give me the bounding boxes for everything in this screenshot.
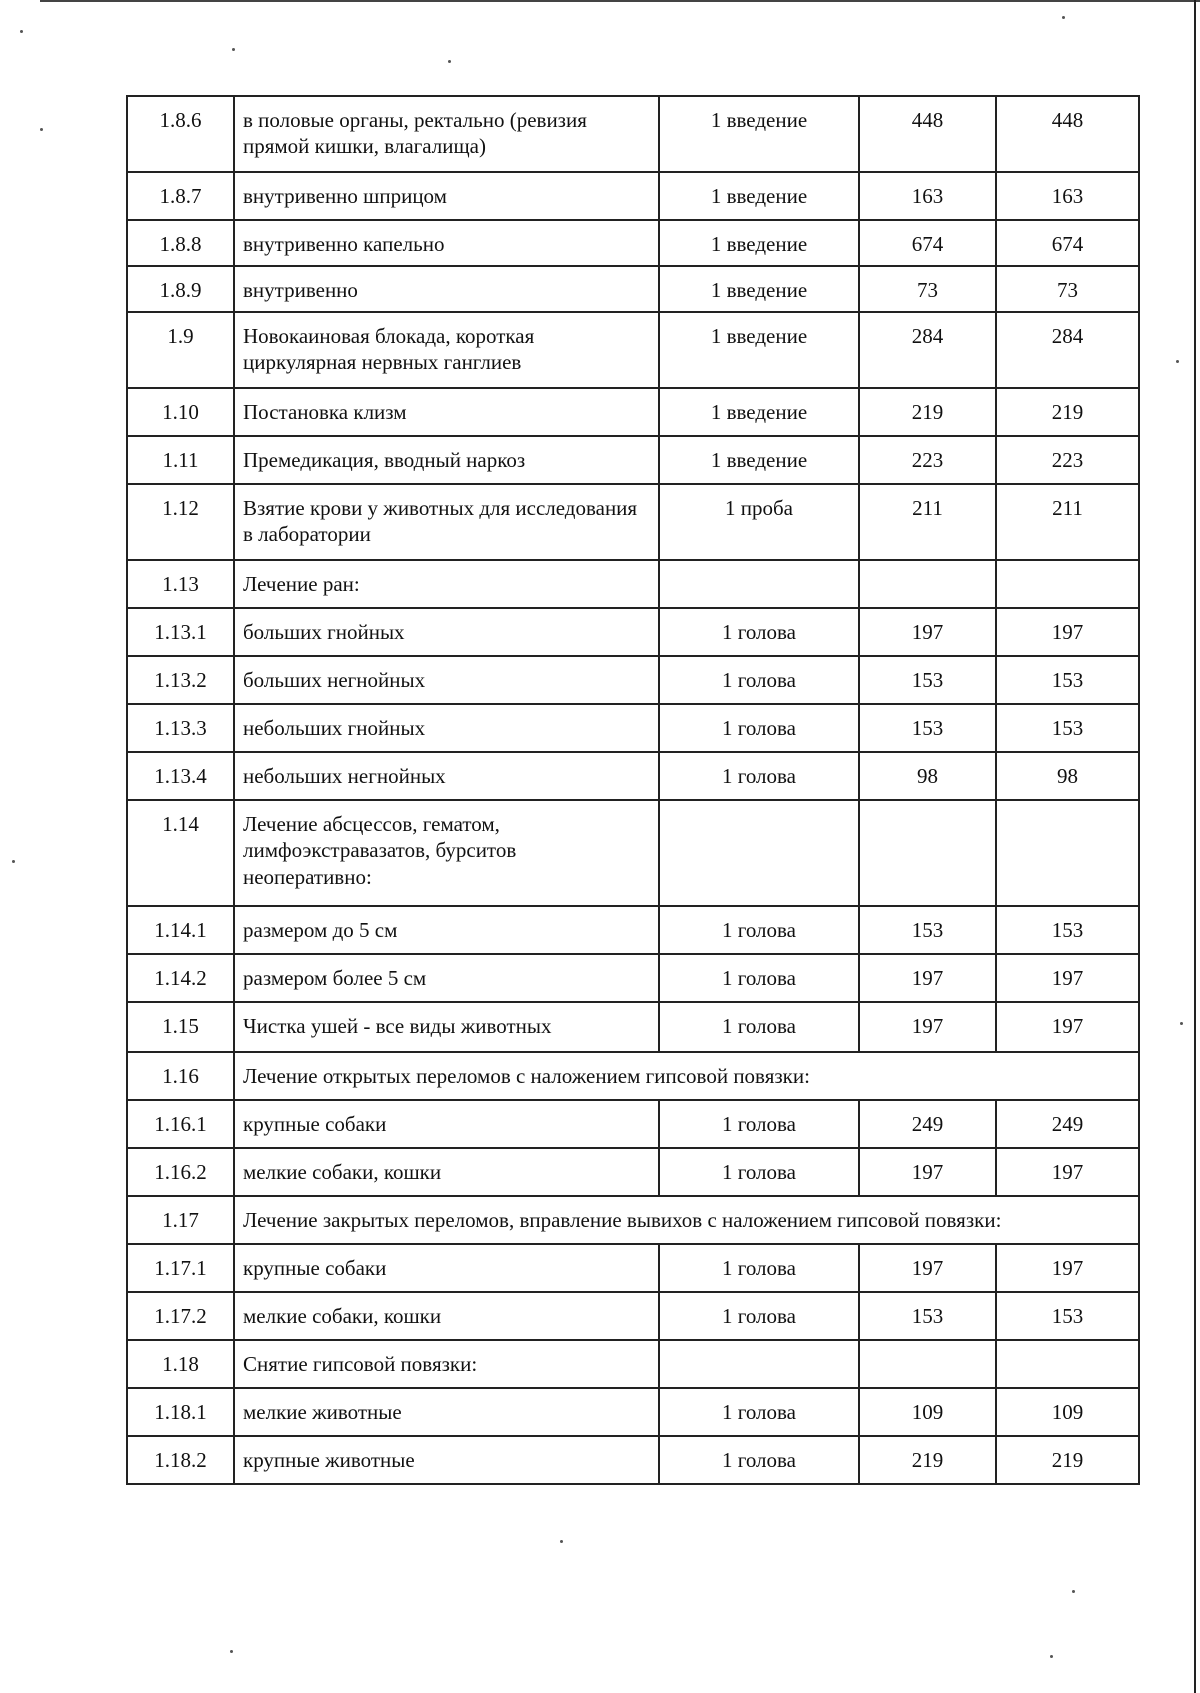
row-price-cell: 219 xyxy=(996,1436,1139,1484)
scan-speck xyxy=(1176,360,1179,363)
row-price-cell: 153 xyxy=(859,656,996,704)
row-number-cell: 1.9 xyxy=(127,312,234,388)
row-unit-cell: 1 голова xyxy=(659,752,859,800)
table-row xyxy=(127,312,1139,388)
table-row xyxy=(127,1148,1139,1196)
scan-speck xyxy=(1072,1590,1075,1593)
row-unit-cell: 1 голова xyxy=(659,1100,859,1148)
row-name-cell: Снятие гипсовой повязки: xyxy=(234,1340,659,1388)
row-name-cell: больших негнойных xyxy=(234,656,659,704)
row-number-cell: 1.13.4 xyxy=(127,752,234,800)
row-price-cell: 197 xyxy=(996,1148,1139,1196)
row-price-cell: 249 xyxy=(996,1100,1139,1148)
row-name-cell: крупные собаки xyxy=(234,1100,659,1148)
row-number-cell: 1.8.9 xyxy=(127,266,234,312)
row-price-cell: 223 xyxy=(996,436,1139,484)
row-unit-cell: 1 голова xyxy=(659,906,859,954)
table-row xyxy=(127,906,1139,954)
row-name-cell: Постановка клизм xyxy=(234,388,659,436)
row-price-cell: 153 xyxy=(859,1292,996,1340)
row-price-cell: 109 xyxy=(859,1388,996,1436)
row-price-cell: 249 xyxy=(859,1100,996,1148)
row-name-cell: Премедикация, вводный наркоз xyxy=(234,436,659,484)
row-number-cell: 1.16 xyxy=(127,1052,234,1100)
table-row xyxy=(127,1388,1139,1436)
row-name-cell: крупные собаки xyxy=(234,1244,659,1292)
row-number-cell: 1.14.2 xyxy=(127,954,234,1002)
row-unit-cell: 1 голова xyxy=(659,1148,859,1196)
row-price-cell: 284 xyxy=(996,312,1139,388)
scan-speck xyxy=(20,30,23,33)
row-unit-cell: 1 голова xyxy=(659,1002,859,1052)
row-price-cell: 674 xyxy=(859,220,996,266)
row-name-cell: мелкие собаки, кошки xyxy=(234,1292,659,1340)
row-name-cell: Лечение абсцессов, гематом, лимфоэкстравазатов, бурситов неоперативно: xyxy=(234,800,659,906)
row-number-cell: 1.18.2 xyxy=(127,1436,234,1484)
row-price-cell xyxy=(859,1340,996,1388)
row-unit-cell xyxy=(659,800,859,906)
table-row xyxy=(127,1052,1139,1100)
row-price-cell: 109 xyxy=(996,1388,1139,1436)
table-row xyxy=(127,800,1139,906)
table-row xyxy=(127,1292,1139,1340)
row-price-cell xyxy=(996,1340,1139,1388)
table-row xyxy=(127,1100,1139,1148)
row-unit-cell: 1 голова xyxy=(659,608,859,656)
row-name-cell: Чистка ушей - все виды животных xyxy=(234,1002,659,1052)
row-unit-cell xyxy=(659,560,859,608)
row-price-cell: 153 xyxy=(996,906,1139,954)
row-number-cell: 1.15 xyxy=(127,1002,234,1052)
row-unit-cell: 1 проба xyxy=(659,484,859,560)
row-name-cell: внутривенно xyxy=(234,266,659,312)
row-name-cell: Лечение закрытых переломов, вправление вывихов с наложением гипсовой повязки: xyxy=(234,1196,1139,1244)
row-price-cell: 219 xyxy=(859,388,996,436)
scan-edge-right xyxy=(1194,0,1196,1693)
row-name-cell: небольших гнойных xyxy=(234,704,659,752)
row-price-cell: 197 xyxy=(996,1244,1139,1292)
scan-speck xyxy=(40,128,43,131)
row-number-cell: 1.14.1 xyxy=(127,906,234,954)
scan-speck xyxy=(1050,1655,1053,1658)
row-unit-cell: 1 введение xyxy=(659,266,859,312)
scan-edge-top xyxy=(40,0,1200,2)
row-name-cell: размером более 5 см xyxy=(234,954,659,1002)
row-price-cell: 197 xyxy=(859,1148,996,1196)
row-price-cell: 448 xyxy=(859,96,996,172)
row-name-cell: крупные животные xyxy=(234,1436,659,1484)
table-row xyxy=(127,608,1139,656)
row-price-cell: 98 xyxy=(996,752,1139,800)
price-table xyxy=(126,95,1140,1485)
row-price-cell: 219 xyxy=(859,1436,996,1484)
row-price-cell: 153 xyxy=(996,656,1139,704)
table-row xyxy=(127,436,1139,484)
row-price-cell: 153 xyxy=(996,704,1139,752)
row-price-cell xyxy=(859,800,996,906)
row-number-cell: 1.13.3 xyxy=(127,704,234,752)
row-number-cell: 1.8.8 xyxy=(127,220,234,266)
row-price-cell: 197 xyxy=(859,954,996,1002)
table-row xyxy=(127,954,1139,1002)
scan-speck xyxy=(1180,1022,1183,1025)
row-number-cell: 1.13.1 xyxy=(127,608,234,656)
row-price-cell: 197 xyxy=(859,1244,996,1292)
table-row xyxy=(127,172,1139,220)
row-price-cell: 153 xyxy=(996,1292,1139,1340)
row-price-cell: 197 xyxy=(859,1002,996,1052)
row-unit-cell: 1 голова xyxy=(659,704,859,752)
row-number-cell: 1.12 xyxy=(127,484,234,560)
row-number-cell: 1.18.1 xyxy=(127,1388,234,1436)
row-price-cell: 284 xyxy=(859,312,996,388)
row-price-cell: 197 xyxy=(859,608,996,656)
table-row xyxy=(127,388,1139,436)
row-unit-cell: 1 голова xyxy=(659,656,859,704)
row-price-cell: 197 xyxy=(996,1002,1139,1052)
row-name-cell: в половые органы, ректально (ревизия прямой кишки, влагалища) xyxy=(234,96,659,172)
row-name-cell: Лечение ран: xyxy=(234,560,659,608)
row-name-cell: размером до 5 см xyxy=(234,906,659,954)
row-price-cell: 163 xyxy=(996,172,1139,220)
table-row xyxy=(127,656,1139,704)
row-name-cell: мелкие собаки, кошки xyxy=(234,1148,659,1196)
table-row xyxy=(127,220,1139,266)
row-unit-cell xyxy=(659,1340,859,1388)
row-unit-cell: 1 голова xyxy=(659,1244,859,1292)
row-price-cell: 197 xyxy=(996,954,1139,1002)
row-name-cell: Новокаиновая блокада, короткая циркулярная нервных ганглиев xyxy=(234,312,659,388)
row-unit-cell: 1 голова xyxy=(659,1388,859,1436)
row-price-cell: 153 xyxy=(859,906,996,954)
row-unit-cell: 1 введение xyxy=(659,220,859,266)
row-price-cell: 211 xyxy=(859,484,996,560)
row-number-cell: 1.11 xyxy=(127,436,234,484)
table-row xyxy=(127,560,1139,608)
row-number-cell: 1.8.6 xyxy=(127,96,234,172)
row-price-cell: 223 xyxy=(859,436,996,484)
row-name-cell: Лечение открытых переломов с наложением гипсовой повязки: xyxy=(234,1052,1139,1100)
row-price-cell: 163 xyxy=(859,172,996,220)
table-row xyxy=(127,1002,1139,1052)
row-unit-cell: 1 введение xyxy=(659,436,859,484)
row-unit-cell: 1 голова xyxy=(659,954,859,1002)
row-number-cell: 1.16.1 xyxy=(127,1100,234,1148)
row-unit-cell: 1 голова xyxy=(659,1292,859,1340)
row-price-cell: 98 xyxy=(859,752,996,800)
price-table-body xyxy=(127,96,1139,1484)
row-number-cell: 1.17.2 xyxy=(127,1292,234,1340)
scan-speck xyxy=(12,860,15,863)
row-unit-cell: 1 голова xyxy=(659,1436,859,1484)
row-price-cell: 153 xyxy=(859,704,996,752)
table-row xyxy=(127,266,1139,312)
row-price-cell: 73 xyxy=(996,266,1139,312)
row-price-cell: 448 xyxy=(996,96,1139,172)
row-price-cell xyxy=(859,560,996,608)
row-name-cell: мелкие животные xyxy=(234,1388,659,1436)
table-row xyxy=(127,1244,1139,1292)
row-name-cell: больших гнойных xyxy=(234,608,659,656)
table-row xyxy=(127,704,1139,752)
row-unit-cell: 1 введение xyxy=(659,312,859,388)
row-name-cell: внутривенно капельно xyxy=(234,220,659,266)
row-number-cell: 1.13.2 xyxy=(127,656,234,704)
row-price-cell: 211 xyxy=(996,484,1139,560)
row-price-cell xyxy=(996,800,1139,906)
scan-speck xyxy=(232,48,235,51)
row-name-cell: внутривенно шприцом xyxy=(234,172,659,220)
row-price-cell: 197 xyxy=(996,608,1139,656)
scan-speck xyxy=(448,60,451,63)
row-price-cell: 73 xyxy=(859,266,996,312)
row-number-cell: 1.8.7 xyxy=(127,172,234,220)
row-number-cell: 1.17.1 xyxy=(127,1244,234,1292)
row-unit-cell: 1 введение xyxy=(659,172,859,220)
table-row xyxy=(127,1436,1139,1484)
table-row xyxy=(127,96,1139,172)
row-number-cell: 1.14 xyxy=(127,800,234,906)
row-number-cell: 1.18 xyxy=(127,1340,234,1388)
table-row xyxy=(127,484,1139,560)
row-unit-cell: 1 введение xyxy=(659,388,859,436)
row-name-cell: Взятие крови у животных для исследования в лаборатории xyxy=(234,484,659,560)
scan-speck xyxy=(230,1650,233,1653)
row-unit-cell: 1 введение xyxy=(659,96,859,172)
table-row xyxy=(127,752,1139,800)
row-number-cell: 1.10 xyxy=(127,388,234,436)
scan-speck xyxy=(1062,16,1065,19)
row-price-cell xyxy=(996,560,1139,608)
row-name-cell: небольших негнойных xyxy=(234,752,659,800)
row-number-cell: 1.17 xyxy=(127,1196,234,1244)
row-price-cell: 219 xyxy=(996,388,1139,436)
table-row xyxy=(127,1196,1139,1244)
scan-speck xyxy=(560,1540,563,1543)
table-row xyxy=(127,1340,1139,1388)
row-price-cell: 674 xyxy=(996,220,1139,266)
row-number-cell: 1.16.2 xyxy=(127,1148,234,1196)
row-number-cell: 1.13 xyxy=(127,560,234,608)
